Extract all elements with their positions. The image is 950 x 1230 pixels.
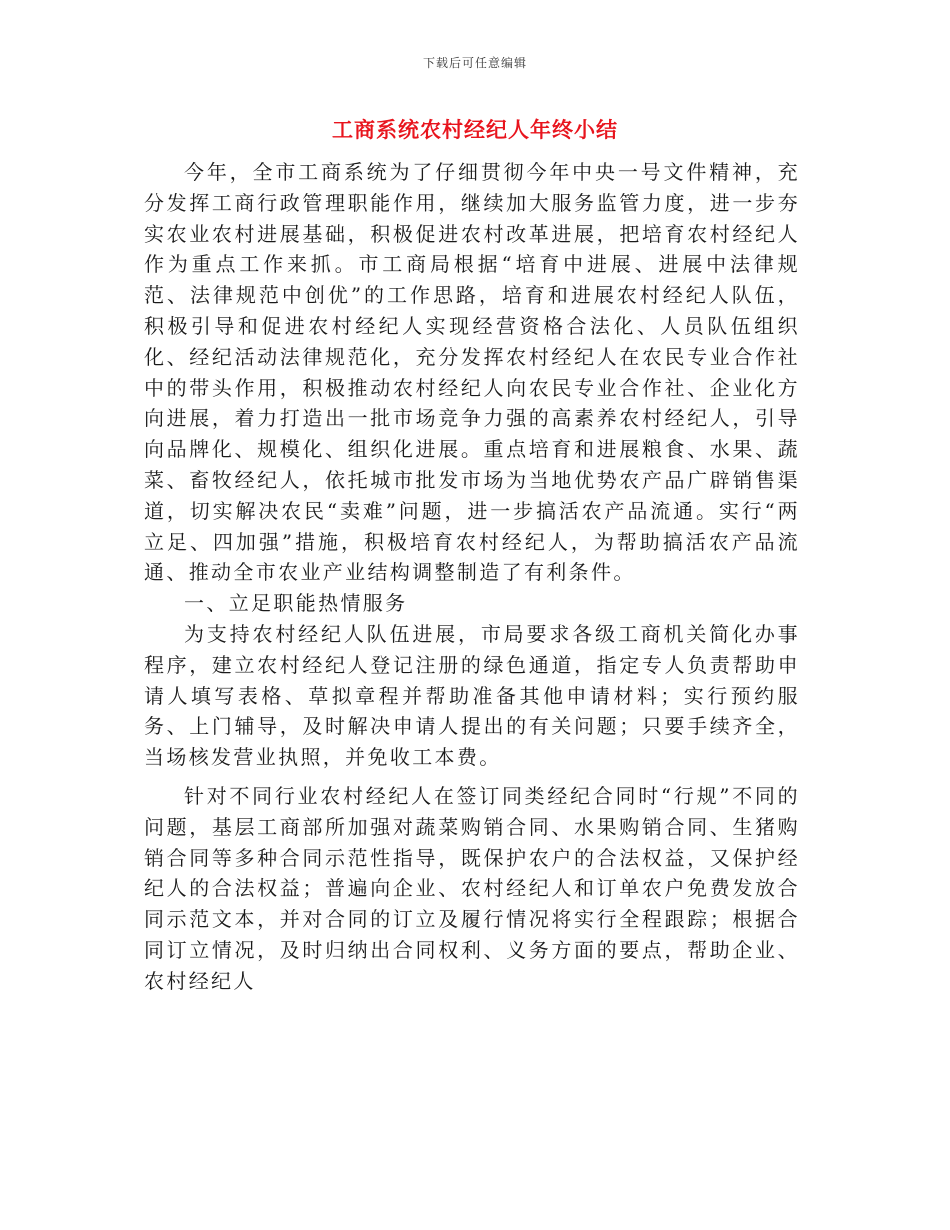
header-note: 下载后可任意编辑	[422, 56, 527, 70]
document-title: 工商系统农村经纪人年终小结	[332, 117, 618, 142]
paragraph-intro: 今年，全市工商系统为了仔细贯彻今年中央一号文件精神，充分发挥工商行政管理职能作用，继续加大服务监管力度，进一步夯实农业农村进展基础，积极促进农村改革进展，把培育农村经纪人作为重点工作来抓。市工商局根据“培育中进展、进展中法律规范、法律规范中创优”的工作思路，培育和进展农村经纪人队伍，积极引导和促进农村经纪人实现经营资格合法化、人员队伍组织化、经纪活动法律规范化，充分发挥农村经纪人在农民专业合作社中的带头作用，积极推动农村经纪人向农民专业合作社、企业化方向进展，着力打造出一批市场竞争力强的高素养农村经纪人，引导向品牌化、规模化、组织化进展。重点培育和进展粮食、水果、蔬菜、畜牧经纪人，依托城市批发市场为当地优势农产品广辟销售渠道，切实解决农民“卖难”问题，进一步搞活农产品流通。实行“两立足、四加强”措施，积极培育农村经纪人，为帮助搞活农产品流通、推动全市农业产业结构调整制造了有利条件。	[144, 160, 800, 585]
document-body	[144, 157, 800, 997]
paragraph-contracts: 针对不同行业农村经纪人在签订同类经纪合同时“行规”不同的问题，基层工商部所加强对蔬菜购销合同、水果购销合同、生猪购销合同等多种合同示范性指导，既保护农户的合法权益，又保护经纪人的合法权益；普遍向企业、农村经纪人和订单农户免费发放合同示范文本，并对合同的订立及履行情况将实行全程跟踪；根据合同订立情况，及时归纳出合同权利、义务方面的要点，帮助企业、农村经纪人	[144, 783, 800, 993]
paragraph-service: 为支持农村经纪人队伍进展，市局要求各级工商机关简化办事程序，建立农村经纪人登记注册的绿色通道，指定专人负责帮助申请人填写表格、草拟章程并帮助准备其他申请材料；实行预约服务、上门辅导，及时解决申请人提出的有关问题；只要手续齐全，当场核发营业执照，并免收工本费。	[144, 621, 800, 770]
section-heading-1: 一、立足职能热情服务	[184, 591, 408, 616]
